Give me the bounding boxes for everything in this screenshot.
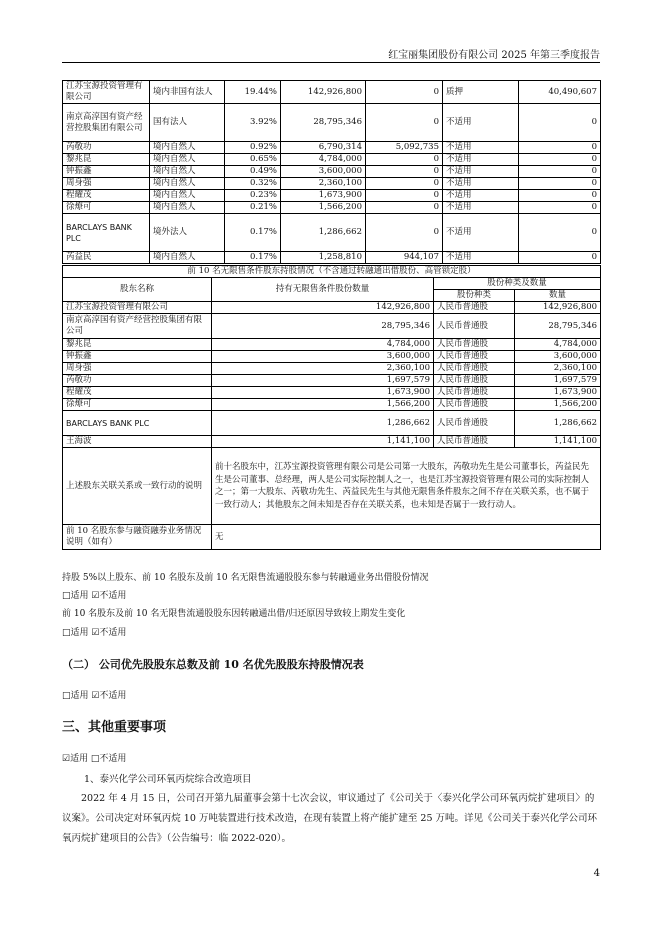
table-row (63, 302, 601, 314)
col-header-shares: 持有无限售条件股份数量 (212, 278, 434, 302)
relation-text: 前十名股东中，江苏宝源投资管理有限公司是公司第一大股东，芮敬功先生是公司董事长，芮益民先生是公司董事、总经理，两人是公司实际控制人之一，也是江苏宝源投资管理有限公司的实际控制人之一；第一大股东、芮敬功先生、芮益民先生与其他无限售条件股东之间不存在关联关系，也不属于一致行动人；其他股东之间未知是否存在关联关系，也未知是否属于一致行动人。 (212, 448, 601, 525)
holder-shares: 1,673,900 (281, 190, 366, 202)
holder-status: 不适用 (443, 214, 519, 252)
col-header-name: 股东名称 (63, 278, 212, 302)
share-type: 人民币普通股 (434, 387, 515, 399)
holder-qty: 0 (519, 166, 601, 178)
section-heading-other: 三、其他重要事项 (62, 720, 167, 735)
holder-shares: 1,673,900 (212, 387, 434, 399)
holder-restricted: 0 (366, 190, 443, 202)
header-rule (62, 62, 600, 63)
holder-status: 不适用 (443, 154, 519, 166)
holder-name: 周身强 (63, 178, 150, 190)
holder-shares: 3,600,000 (281, 166, 366, 178)
holder-name: 钟振鑫 (63, 166, 150, 178)
col-header-kind-type: 股份种类 (434, 290, 515, 302)
share-type: 人民币普通股 (434, 411, 515, 436)
page-header: 红宝丽集团股份有限公司 2025 年第三季度报告 (388, 50, 600, 61)
share-qty: 4,784,000 (515, 339, 601, 351)
holder-shares: 142,926,800 (281, 81, 366, 104)
margin-row (63, 525, 601, 550)
holder-type: 境外法人 (150, 214, 225, 252)
holder-shares: 1,258,810 (281, 252, 366, 264)
relation-label: 上述股东关联关系或一致行动的说明 (63, 448, 212, 525)
table-row (63, 252, 601, 264)
holder-name: 徐燎可 (63, 399, 212, 411)
holder-name: 芮敬功 (63, 142, 150, 154)
share-qty: 1,566,200 (515, 399, 601, 411)
paragraph-lending: 持股 5%以上股东、前 10 名股东及前 10 名无限售流通股股东参与转融通业务出借股份情况 (62, 573, 429, 583)
holder-qty: 0 (519, 178, 601, 190)
share-qty: 28,795,346 (515, 314, 601, 339)
relation-row (63, 448, 601, 525)
section-heading-preferred: （二） 公司优先股股东总数及前 10 名优先股股东持股情况表 (62, 658, 364, 671)
share-type: 人民币普通股 (434, 339, 515, 351)
holder-name: BARCLAYS BANK PLC (63, 411, 212, 436)
holder-qty: 40,490,607 (519, 81, 601, 104)
holder-restricted: 944,107 (366, 252, 443, 264)
holder-name: 黎兆昆 (63, 339, 212, 351)
unrestricted-shareholders-table (62, 265, 601, 550)
holder-shares: 3,600,000 (212, 351, 434, 363)
holder-type: 国有法人 (150, 104, 225, 142)
holder-type: 境内自然人 (150, 154, 225, 166)
holder-name: 南京高淳国有资产经营控股集团有限公司 (63, 104, 150, 142)
holder-restricted: 0 (366, 202, 443, 214)
share-qty: 1,141,100 (515, 436, 601, 448)
table-row (63, 387, 601, 399)
holder-pct: 19.44% (225, 81, 281, 104)
table-row (63, 104, 601, 142)
option-change: □适用 ☑不适用 (62, 628, 127, 638)
margin-label: 前 10 名股东参与融资融券业务情况说明（如有） (63, 525, 212, 550)
share-qty: 142,926,800 (515, 302, 601, 314)
holder-name: 钟振鑫 (63, 351, 212, 363)
holder-type: 境内自然人 (150, 178, 225, 190)
holder-name: 周身强 (63, 363, 212, 375)
holder-name: 王海波 (63, 436, 212, 448)
holder-qty: 0 (519, 190, 601, 202)
table-caption: 前 10 名无限售条件股东持股情况（不含通过转融通出借股份、高管锁定股） (63, 266, 601, 278)
holder-qty: 0 (519, 252, 601, 264)
table-row (63, 190, 601, 202)
option-preferred: □适用 ☑不适用 (62, 691, 127, 701)
holder-shares: 1,286,662 (212, 411, 434, 436)
table-row (63, 178, 601, 190)
table-row (63, 314, 601, 339)
holder-pct: 0.17% (225, 252, 281, 264)
holder-shares: 4,784,000 (212, 339, 434, 351)
holder-restricted: 0 (366, 166, 443, 178)
table-row (63, 375, 601, 387)
paragraph-change: 前 10 名股东及前 10 名无限售流通股股东因转融通出借/归还原因导致较上期发生变化 (62, 609, 406, 619)
holder-status: 不适用 (443, 202, 519, 214)
holder-name: 江苏宝源投资管理有限公司 (63, 81, 150, 104)
holder-pct: 0.17% (225, 214, 281, 252)
holder-pct: 3.92% (225, 104, 281, 142)
holder-shares: 1,697,579 (212, 375, 434, 387)
option-lending: □适用 ☑不适用 (62, 591, 127, 601)
holder-type: 境内非国有法人 (150, 81, 225, 104)
holder-name: 江苏宝源投资管理有限公司 (63, 302, 212, 314)
holder-name: BARCLAYS BANK PLC (63, 214, 150, 252)
table-row (63, 399, 601, 411)
holder-shares: 28,795,346 (212, 314, 434, 339)
holder-status: 质押 (443, 81, 519, 104)
share-qty: 3,600,000 (515, 351, 601, 363)
holder-shares: 2,360,100 (281, 178, 366, 190)
holder-name: 徐燎可 (63, 202, 150, 214)
holder-name: 芮益民 (63, 252, 150, 264)
holder-restricted: 0 (366, 154, 443, 166)
holder-qty: 0 (519, 214, 601, 252)
share-type: 人民币普通股 (434, 314, 515, 339)
share-type: 人民币普通股 (434, 363, 515, 375)
holder-name: 南京高淳国有资产经营控股集团有限公司 (63, 314, 212, 339)
share-qty: 1,673,900 (515, 387, 601, 399)
holder-restricted: 0 (366, 81, 443, 104)
holder-restricted: 0 (366, 178, 443, 190)
holder-status: 不适用 (443, 252, 519, 264)
holder-shares: 4,784,000 (281, 154, 366, 166)
table-row (63, 154, 601, 166)
share-type: 人民币普通股 (434, 351, 515, 363)
holder-shares: 2,360,100 (212, 363, 434, 375)
holder-name: 程耀茂 (63, 190, 150, 202)
holder-status: 不适用 (443, 166, 519, 178)
table-row (63, 81, 601, 104)
holder-pct: 0.65% (225, 154, 281, 166)
top-shareholders-table (62, 80, 601, 264)
page-number: 4 (593, 868, 600, 879)
holder-name: 程耀茂 (63, 387, 212, 399)
holder-shares: 1,566,200 (281, 202, 366, 214)
holder-name: 黎兆昆 (63, 154, 150, 166)
holder-name: 芮敬功 (63, 375, 212, 387)
holder-pct: 0.23% (225, 190, 281, 202)
holder-pct: 0.21% (225, 202, 281, 214)
holder-shares: 1,286,662 (281, 214, 366, 252)
holder-status: 不适用 (443, 104, 519, 142)
share-qty: 1,286,662 (515, 411, 601, 436)
holder-status: 不适用 (443, 190, 519, 202)
holder-shares: 142,926,800 (212, 302, 434, 314)
holder-shares: 1,566,200 (212, 399, 434, 411)
holder-status: 不适用 (443, 178, 519, 190)
share-type: 人民币普通股 (434, 302, 515, 314)
holder-qty: 0 (519, 202, 601, 214)
col-header-kind-qty: 数量 (515, 290, 601, 302)
table-row (63, 166, 601, 178)
table-row (63, 351, 601, 363)
table-row (63, 363, 601, 375)
holder-qty: 0 (519, 154, 601, 166)
table-row (63, 214, 601, 252)
holder-shares: 1,141,100 (212, 436, 434, 448)
share-qty: 1,697,579 (515, 375, 601, 387)
col-header-kind: 股份种类及数量 (434, 278, 601, 290)
holder-type: 境内自然人 (150, 190, 225, 202)
share-type: 人民币普通股 (434, 399, 515, 411)
holder-restricted: 0 (366, 104, 443, 142)
holder-shares: 28,795,346 (281, 104, 366, 142)
holder-type: 境内自然人 (150, 166, 225, 178)
table-row (63, 202, 601, 214)
holder-type: 境内自然人 (150, 252, 225, 264)
holder-status: 不适用 (443, 142, 519, 154)
table-row (63, 339, 601, 351)
share-qty: 2,360,100 (515, 363, 601, 375)
holder-type: 境内自然人 (150, 202, 225, 214)
table-row (63, 436, 601, 448)
option-other: ☑适用 □不适用 (62, 754, 127, 764)
table-row (63, 142, 601, 154)
holder-restricted: 5,092,735 (366, 142, 443, 154)
holder-pct: 0.49% (225, 166, 281, 178)
item-heading: 1、泰兴化学公司环氧丙烷综合改造项目 (84, 774, 252, 785)
holder-pct: 0.32% (225, 178, 281, 190)
holder-qty: 0 (519, 142, 601, 154)
margin-text: 无 (212, 525, 601, 550)
share-type: 人民币普通股 (434, 375, 515, 387)
table-row (63, 411, 601, 436)
holder-shares: 6,790,314 (281, 142, 366, 154)
holder-restricted: 0 (366, 214, 443, 252)
holder-pct: 0.92% (225, 142, 281, 154)
item-paragraph: 2022 年 4 月 15 日，公司召开第九届董事会第十七次会议，审议通过了《公司关于〈泰兴化学公司环氧丙烷扩建项目〉的议案》。公司决定对环氧丙烷 10 万吨装置进行技术改造，在现有装置上将产能扩建至 25 万吨。详见《公司关于泰兴化学公司环氧丙烷扩建项目的公告》（公告编号：临 2022-020）。 (62, 793, 598, 844)
share-type: 人民币普通股 (434, 436, 515, 448)
holder-qty: 0 (519, 104, 601, 142)
holder-type: 境内自然人 (150, 142, 225, 154)
